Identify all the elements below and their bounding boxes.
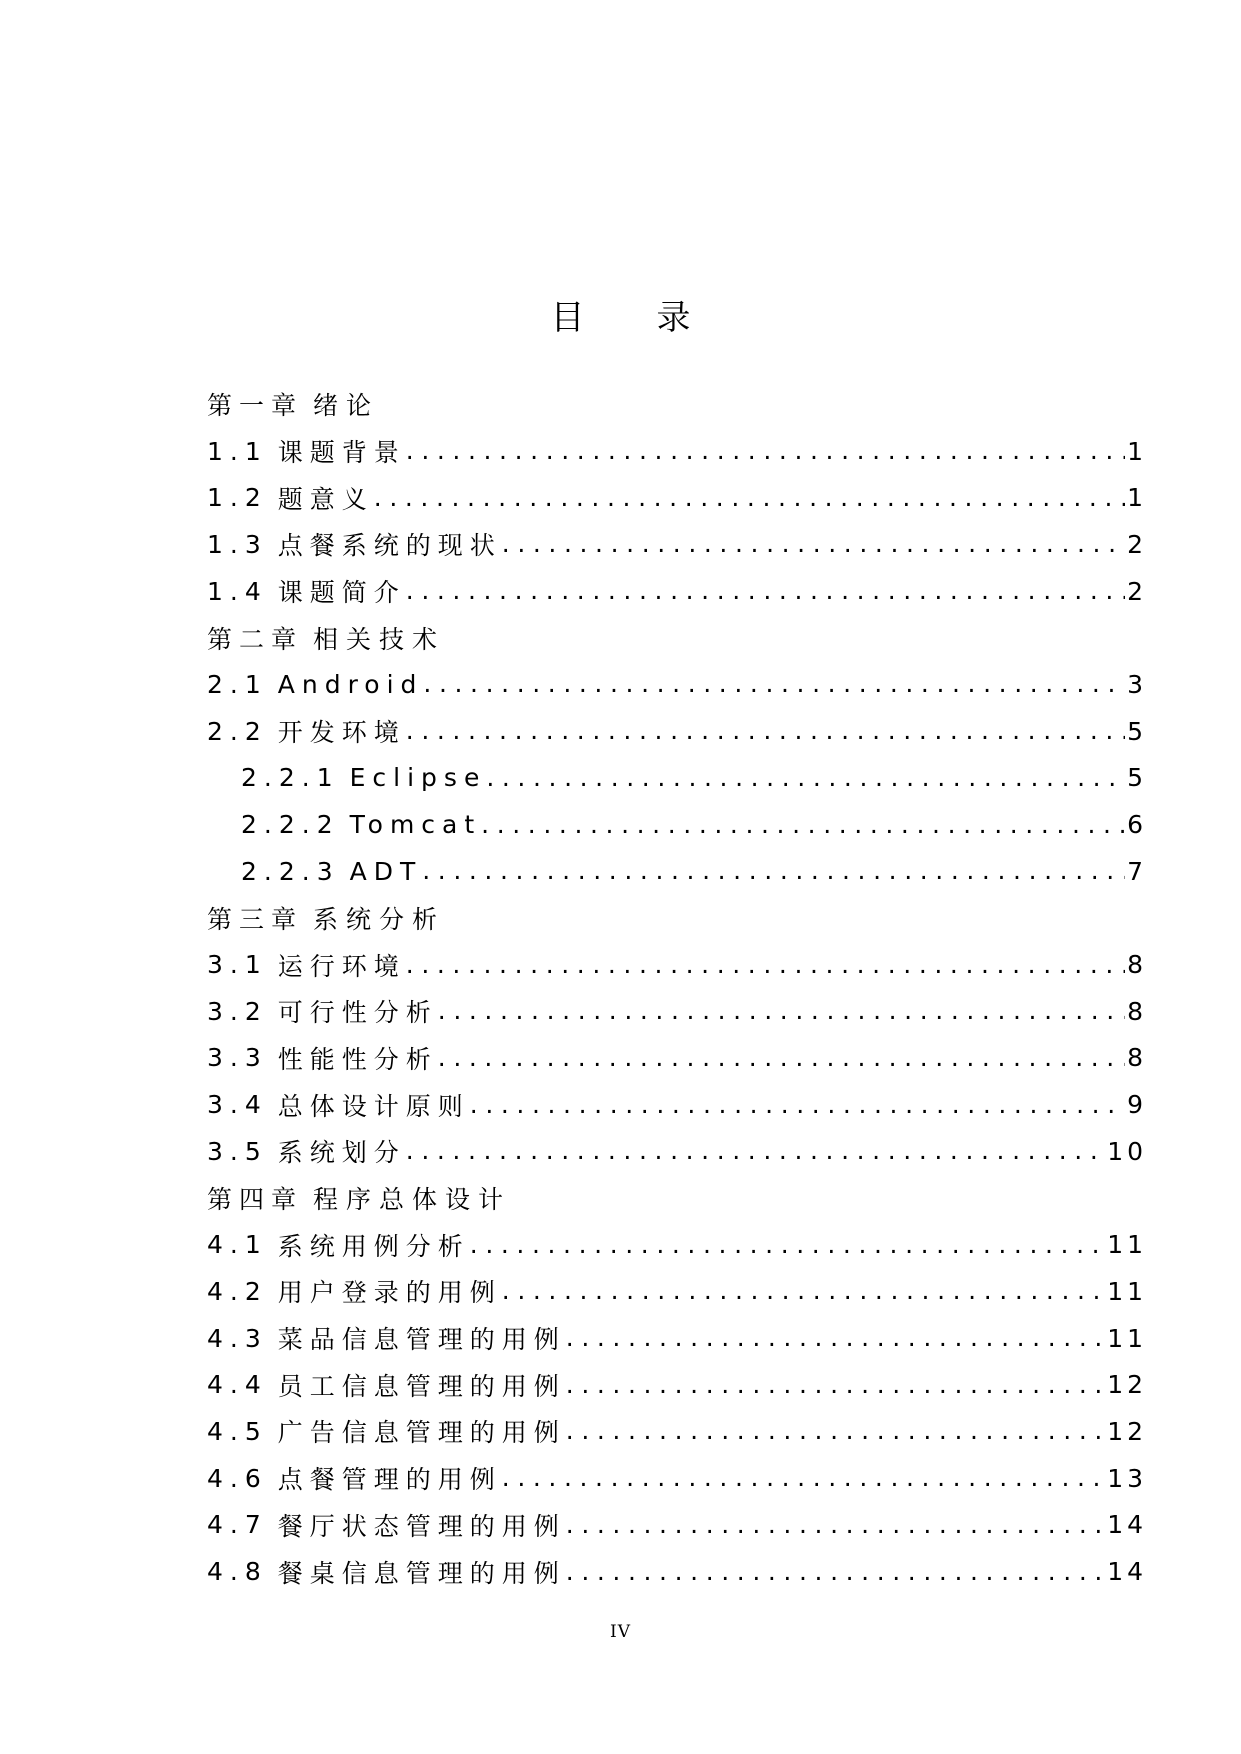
page-number: IV [610,1622,631,1642]
toc-title-left: 目 [550,298,585,338]
toc-entry-label: 绪论 [313,391,380,421]
toc-entry[interactable] [207,755,1147,802]
toc-entry-page-number: 14 [1107,1557,1147,1587]
toc-entry[interactable] [207,708,1147,755]
toc-entry-label: 点餐管理的用例 [277,1465,502,1495]
toc-entry-number: 4.1 [207,1230,268,1260]
dot-leader [438,1043,1125,1073]
toc-entry-label: 系统划分 [277,1138,406,1168]
toc-entry-number: 4.3 [207,1323,268,1353]
toc-entry-label: 课题简介 [277,578,406,608]
toc-entry-label: ADT [349,856,423,886]
dot-leader [566,1416,1105,1446]
toc-entry-page-number: 5 [1127,763,1147,793]
toc-entry[interactable] [207,568,1147,615]
toc-entry[interactable] [207,661,1147,708]
toc-entry-page-number: 12 [1107,1416,1147,1446]
toc-entry[interactable] [207,1221,1147,1268]
toc-entry-number: 2.1 [207,669,268,699]
toc-entry-page-number: 13 [1107,1463,1147,1493]
toc-entry-page-number: 5 [1127,716,1147,746]
toc-entry-label: 可行性分析 [277,998,438,1028]
toc-entry-page-number: 12 [1107,1370,1147,1400]
toc-entry-number: 第二章 [207,624,304,654]
toc-list [207,381,1147,1595]
dot-leader [470,1230,1105,1260]
toc-entry-number: 1.3 [207,529,268,559]
toc-entry[interactable] [207,1128,1147,1175]
toc-entry-number: 第四章 [207,1185,304,1215]
toc-entry[interactable] [207,1315,1147,1362]
toc-entry[interactable] [207,1035,1147,1082]
toc-entry-label: 程序总体设计 [313,1185,512,1215]
toc-entry[interactable] [207,474,1147,521]
toc-entry-label: 性能性分析 [277,1044,438,1074]
dot-leader [374,483,1125,513]
dot-leader [566,1557,1105,1587]
dot-leader [502,1463,1105,1493]
toc-entry[interactable] [207,848,1147,895]
dot-leader [438,996,1125,1026]
toc-entry-page-number: 9 [1127,1090,1147,1120]
toc-entry-label: 系统用例分析 [277,1231,470,1261]
toc-entry-number: 2.2.3 [241,856,340,886]
toc-entry-page-number: 11 [1107,1323,1147,1353]
toc-entry[interactable] [207,1502,1147,1549]
toc-title-right: 录 [656,298,691,338]
dot-leader [470,1090,1125,1120]
dot-leader [423,669,1125,699]
toc-entry-number: 4.2 [207,1276,268,1306]
toc-entry-number: 1.2 [207,483,268,513]
toc-entry-number: 2.2 [207,716,268,746]
toc-entry-number: 1.1 [207,436,268,466]
toc-entry-number: 2.2.1 [241,763,340,793]
toc-entry-page-number: 8 [1127,950,1147,980]
toc-entry-page-number: 2 [1127,529,1147,559]
toc-entry[interactable] [207,1361,1147,1408]
toc-entry[interactable] [207,941,1147,988]
toc-entry-label: 总体设计原则 [277,1091,470,1121]
toc-entry-number: 4.4 [207,1370,268,1400]
toc-chapter-heading [207,614,1147,661]
toc-entry-number: 3.1 [207,950,268,980]
toc-entry-page-number: 3 [1127,669,1147,699]
toc-entry-number: 3.5 [207,1136,268,1166]
toc-entry-label: 餐厅状态管理的用例 [277,1511,566,1541]
toc-entry-number: 第一章 [207,391,304,421]
toc-entry-number: 4.8 [207,1557,268,1587]
toc-entry-page-number: 14 [1107,1510,1147,1540]
toc-entry-page-number: 1 [1127,436,1147,466]
toc-entry-label: Eclipse [349,763,487,793]
dot-leader [486,763,1125,793]
toc-entry-page-number: 2 [1127,576,1147,606]
toc-entry-page-number: 10 [1107,1136,1147,1166]
toc-entry-page-number: 11 [1107,1276,1147,1306]
toc-entry-page-number: 8 [1127,1043,1147,1073]
dot-leader [502,1276,1105,1306]
toc-entry[interactable] [207,988,1147,1035]
toc-entry-label: 菜品信息管理的用例 [277,1325,566,1355]
toc-entry-label: 点餐系统的现状 [277,531,502,561]
toc-entry[interactable] [207,521,1147,568]
dot-leader [422,856,1125,886]
dot-leader [406,716,1125,746]
toc-entry-number: 3.4 [207,1090,268,1120]
toc-entry-number: 第三章 [207,904,304,934]
dot-leader [566,1323,1105,1353]
toc-entry[interactable] [207,1548,1147,1595]
toc-entry-number: 4.6 [207,1463,268,1493]
toc-chapter-heading [207,895,1147,942]
toc-chapter-heading [207,1175,1147,1222]
toc-entry-label: 广告信息管理的用例 [277,1418,566,1448]
dot-leader [406,1136,1105,1166]
toc-entry-label: 题意义 [277,484,374,514]
toc-entry[interactable] [207,1408,1147,1455]
toc-entry[interactable] [207,428,1147,475]
toc-entry-number: 2.2.2 [241,810,340,840]
toc-entry-number: 4.7 [207,1510,268,1540]
toc-entry-label: Android [277,669,424,699]
toc-entry-label: 餐桌信息管理的用例 [277,1558,566,1588]
toc-entry-number: 4.5 [207,1416,268,1446]
toc-entry[interactable] [207,1081,1147,1128]
toc-entry-label: Tomcat [349,810,482,840]
toc-entry-number: 3.3 [207,1043,268,1073]
toc-entry-number: 1.4 [207,576,268,606]
toc-entry-page-number: 8 [1127,996,1147,1026]
toc-entry-label: 员工信息管理的用例 [277,1371,566,1401]
toc-entry[interactable] [207,801,1147,848]
toc-entry-label: 运行环境 [277,951,406,981]
toc-entry-label: 用户登录的用例 [277,1278,502,1308]
toc-entry-label: 系统分析 [313,904,446,934]
toc-entry-page-number: 11 [1107,1230,1147,1260]
toc-entry[interactable] [207,1455,1147,1502]
toc-entry-page-number: 7 [1127,856,1147,886]
toc-entry-page-number: 1 [1127,483,1147,513]
dot-leader [566,1370,1105,1400]
toc-chapter-heading [207,381,1147,428]
toc-entry-label: 相关技术 [313,624,446,654]
dot-leader [502,529,1125,559]
dot-leader [481,810,1125,840]
toc-entry-label: 开发环境 [277,718,406,748]
toc-entry-number: 3.2 [207,996,268,1026]
toc-entry-page-number: 6 [1127,810,1147,840]
dot-leader [406,950,1125,980]
dot-leader [406,436,1125,466]
toc-entry-label: 课题背景 [277,438,406,468]
dot-leader [406,576,1125,606]
toc-title [0,290,1241,339]
toc-entry[interactable] [207,1268,1147,1315]
dot-leader [566,1510,1105,1540]
